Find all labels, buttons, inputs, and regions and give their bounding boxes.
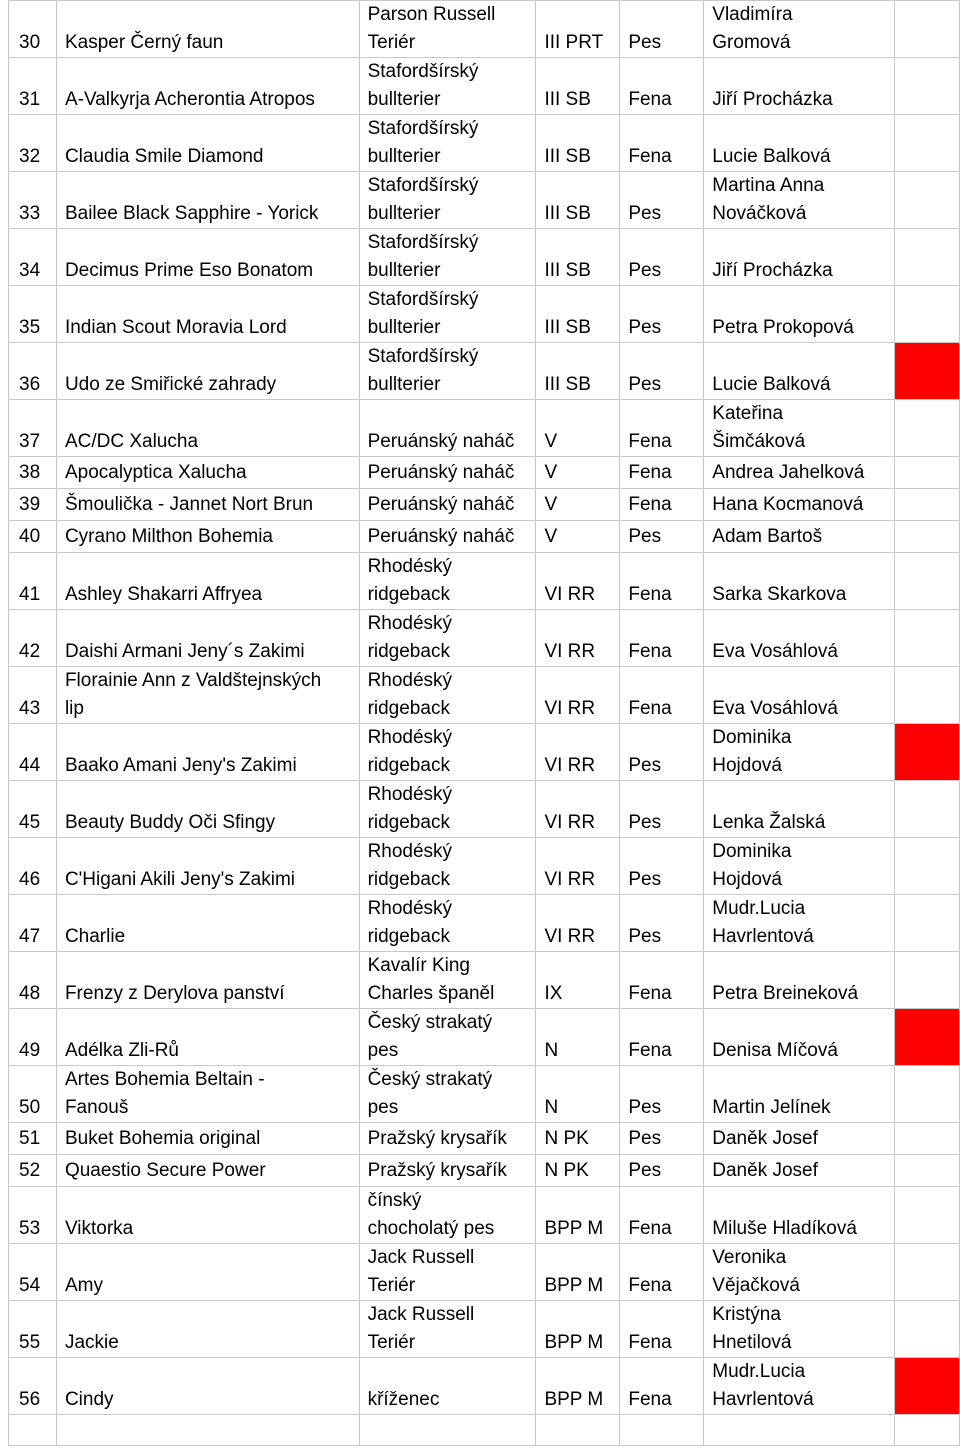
- group-cell: VI RR: [536, 667, 620, 724]
- owner-cell: Jiří Procházka: [704, 229, 895, 286]
- row-number-cell: 50: [9, 1066, 57, 1123]
- group-cell: III SB: [536, 229, 620, 286]
- owner-cell: Vladimíra Gromová: [704, 1, 895, 58]
- table-row: [9, 1066, 960, 1123]
- sex-cell: Fena: [620, 553, 704, 610]
- sex-cell: Fena: [620, 1301, 704, 1358]
- dog-name-cell: Kasper Černý faun: [56, 1, 359, 58]
- dog-name-cell: Florainie Ann z Valdštejnských lip: [56, 667, 359, 724]
- sex-cell: Fena: [620, 457, 704, 489]
- sex-cell: Pes: [620, 1066, 704, 1123]
- sex-cell: Fena: [620, 1244, 704, 1301]
- breed-cell: Jack Russell Teriér: [359, 1301, 536, 1358]
- row-number-cell: 38: [9, 457, 57, 489]
- owner-cell: Eva Vosáhlová: [704, 667, 895, 724]
- marker-cell: [895, 1244, 960, 1301]
- group-cell: V: [536, 521, 620, 553]
- breed-cell: Rhodéský ridgeback: [359, 781, 536, 838]
- owner-cell: Lucie Balková: [704, 343, 895, 400]
- marker-cell: [895, 521, 960, 553]
- group-cell: BPP M: [536, 1187, 620, 1244]
- dog-name-cell: C'Higani Akili Jeny's Zakimi: [56, 838, 359, 895]
- table-row: [9, 457, 960, 489]
- sex-cell: Pes: [620, 895, 704, 952]
- group-cell: BPP M: [536, 1358, 620, 1415]
- dog-name-cell: Decimus Prime Eso Bonatom: [56, 229, 359, 286]
- owner-cell: Lucie Balková: [704, 115, 895, 172]
- group-cell: VI RR: [536, 895, 620, 952]
- owner-cell: Sarka Skarkova: [704, 553, 895, 610]
- owner-cell: Veronika Vějačková: [704, 1244, 895, 1301]
- owner-cell: Mudr.Lucia Havrlentová: [704, 895, 895, 952]
- sex-cell: Pes: [620, 172, 704, 229]
- table-row: [9, 1415, 960, 1446]
- row-number-cell: [9, 1415, 57, 1446]
- dog-name-cell: Cindy: [56, 1358, 359, 1415]
- dog-name-cell: Daishi Armani Jeny´s Zakimi: [56, 610, 359, 667]
- breed-cell: Stafordšírský bullterier: [359, 58, 536, 115]
- red-marker: [895, 1358, 960, 1415]
- marker-cell: [895, 1415, 960, 1446]
- marker-cell: [895, 952, 960, 1009]
- sex-cell: [620, 1415, 704, 1446]
- group-cell: IX: [536, 952, 620, 1009]
- marker-cell: [895, 229, 960, 286]
- dog-name-cell: [56, 1415, 359, 1446]
- marker-cell: [895, 172, 960, 229]
- dog-name-cell: Cyrano Milthon Bohemia: [56, 521, 359, 553]
- row-number-cell: 41: [9, 553, 57, 610]
- table-row: [9, 1358, 960, 1415]
- marker-cell: [895, 1, 960, 58]
- group-cell: VI RR: [536, 838, 620, 895]
- group-cell: [536, 1415, 620, 1446]
- row-number-cell: 52: [9, 1155, 57, 1187]
- marker-cell: [895, 610, 960, 667]
- sex-cell: Pes: [620, 781, 704, 838]
- marker-cell: [895, 838, 960, 895]
- marker-cell: [895, 1187, 960, 1244]
- group-cell: VI RR: [536, 610, 620, 667]
- owner-cell: Denisa Míčová: [704, 1009, 895, 1066]
- group-cell: V: [536, 457, 620, 489]
- marker-cell: [895, 667, 960, 724]
- sex-cell: Fena: [620, 1358, 704, 1415]
- row-number-cell: 44: [9, 724, 57, 781]
- row-number-cell: 34: [9, 229, 57, 286]
- row-number-cell: 56: [9, 1358, 57, 1415]
- breed-cell: Český strakatý pes: [359, 1066, 536, 1123]
- sex-cell: Pes: [620, 838, 704, 895]
- row-number-cell: 31: [9, 58, 57, 115]
- marker-cell: [895, 58, 960, 115]
- sex-cell: Pes: [620, 343, 704, 400]
- breed-cell: kříženec: [359, 1358, 536, 1415]
- breed-cell: Peruánský naháč: [359, 457, 536, 489]
- dog-name-cell: Artes Bohemia Beltain - Fanouš: [56, 1066, 359, 1123]
- dog-name-cell: Bailee Black Sapphire - Yorick: [56, 172, 359, 229]
- table-row: [9, 1123, 960, 1155]
- group-cell: III SB: [536, 115, 620, 172]
- row-number-cell: 43: [9, 667, 57, 724]
- table-row: [9, 667, 960, 724]
- breed-cell: čínský chocholatý pes: [359, 1187, 536, 1244]
- group-cell: BPP M: [536, 1301, 620, 1358]
- table-row: [9, 400, 960, 457]
- sex-cell: Pes: [620, 1155, 704, 1187]
- row-number-cell: 36: [9, 343, 57, 400]
- owner-cell: Daněk Josef: [704, 1123, 895, 1155]
- group-cell: III SB: [536, 286, 620, 343]
- marker-cell: [895, 1066, 960, 1123]
- sex-cell: Fena: [620, 952, 704, 1009]
- marker-cell: [895, 286, 960, 343]
- owner-cell: Kristýna Hnetilová: [704, 1301, 895, 1358]
- group-cell: N: [536, 1009, 620, 1066]
- group-cell: VI RR: [536, 724, 620, 781]
- owner-cell: Andrea Jahelková: [704, 457, 895, 489]
- breed-cell: Rhodéský ridgeback: [359, 553, 536, 610]
- breed-cell: Pražský krysařík: [359, 1123, 536, 1155]
- table-row: [9, 952, 960, 1009]
- entries-table: [8, 0, 960, 1446]
- owner-cell: [704, 1415, 895, 1446]
- sex-cell: Pes: [620, 286, 704, 343]
- owner-cell: Martin Jelínek: [704, 1066, 895, 1123]
- marker-cell: [895, 115, 960, 172]
- marker-cell: [895, 781, 960, 838]
- row-number-cell: 39: [9, 489, 57, 521]
- sex-cell: Fena: [620, 667, 704, 724]
- table-row: [9, 521, 960, 553]
- table-row: [9, 781, 960, 838]
- table-row: [9, 1155, 960, 1187]
- row-number-cell: 54: [9, 1244, 57, 1301]
- dog-name-cell: Beauty Buddy Oči Sfingy: [56, 781, 359, 838]
- owner-cell: Petra Prokopová: [704, 286, 895, 343]
- table-row: [9, 58, 960, 115]
- owner-cell: Mudr.Lucia Havrlentová: [704, 1358, 895, 1415]
- sex-cell: Fena: [620, 489, 704, 521]
- row-number-cell: 53: [9, 1187, 57, 1244]
- table-row: [9, 1301, 960, 1358]
- entries-table-body: [9, 1, 960, 1446]
- dog-name-cell: Buket Bohemia original: [56, 1123, 359, 1155]
- marker-cell: [895, 553, 960, 610]
- row-number-cell: 47: [9, 895, 57, 952]
- owner-cell: Jiří Procházka: [704, 58, 895, 115]
- dog-name-cell: Frenzy z Derylova panství: [56, 952, 359, 1009]
- sex-cell: Pes: [620, 229, 704, 286]
- row-number-cell: 55: [9, 1301, 57, 1358]
- table-row: [9, 1, 960, 58]
- sex-cell: Pes: [620, 521, 704, 553]
- breed-cell: Parson Russell Teriér: [359, 1, 536, 58]
- group-cell: V: [536, 489, 620, 521]
- table-row: [9, 553, 960, 610]
- breed-cell: Rhodéský ridgeback: [359, 838, 536, 895]
- table-row: [9, 724, 960, 781]
- breed-cell: Stafordšírský bullterier: [359, 343, 536, 400]
- marker-cell: [895, 1301, 960, 1358]
- row-number-cell: 48: [9, 952, 57, 1009]
- group-cell: V: [536, 400, 620, 457]
- dog-name-cell: Šmoulička - Jannet Nort Brun: [56, 489, 359, 521]
- sex-cell: Pes: [620, 724, 704, 781]
- breed-cell: Kavalír King Charles španěl: [359, 952, 536, 1009]
- dog-name-cell: Claudia Smile Diamond: [56, 115, 359, 172]
- table-row: [9, 172, 960, 229]
- sex-cell: Fena: [620, 115, 704, 172]
- breed-cell: Peruánský naháč: [359, 489, 536, 521]
- breed-cell: Jack Russell Teriér: [359, 1244, 536, 1301]
- sex-cell: Pes: [620, 1123, 704, 1155]
- dog-name-cell: Jackie: [56, 1301, 359, 1358]
- group-cell: BPP M: [536, 1244, 620, 1301]
- row-number-cell: 46: [9, 838, 57, 895]
- breed-cell: Rhodéský ridgeback: [359, 724, 536, 781]
- owner-cell: Petra Breineková: [704, 952, 895, 1009]
- table-row: [9, 115, 960, 172]
- breed-cell: Rhodéský ridgeback: [359, 667, 536, 724]
- dog-name-cell: AC/DC Xalucha: [56, 400, 359, 457]
- row-number-cell: 37: [9, 400, 57, 457]
- owner-cell: Kateřina Šimčáková: [704, 400, 895, 457]
- row-number-cell: 35: [9, 286, 57, 343]
- sex-cell: Fena: [620, 1187, 704, 1244]
- red-marker: [895, 724, 960, 781]
- table-row: [9, 229, 960, 286]
- sex-cell: Fena: [620, 1009, 704, 1066]
- breed-cell: Stafordšírský bullterier: [359, 286, 536, 343]
- sex-cell: Fena: [620, 610, 704, 667]
- owner-cell: Dominika Hojdová: [704, 838, 895, 895]
- owner-cell: Miluše Hladíková: [704, 1187, 895, 1244]
- row-number-cell: 45: [9, 781, 57, 838]
- owner-cell: Daněk Josef: [704, 1155, 895, 1187]
- breed-cell: Rhodéský ridgeback: [359, 610, 536, 667]
- table-row: [9, 343, 960, 400]
- row-number-cell: 40: [9, 521, 57, 553]
- red-marker: [895, 1009, 960, 1066]
- breed-cell: Peruánský naháč: [359, 400, 536, 457]
- marker-cell: [895, 1155, 960, 1187]
- owner-cell: Lenka Žalská: [704, 781, 895, 838]
- owner-cell: Hana Kocmanová: [704, 489, 895, 521]
- dog-name-cell: Indian Scout Moravia Lord: [56, 286, 359, 343]
- marker-cell: [895, 895, 960, 952]
- marker-cell: [895, 400, 960, 457]
- breed-cell: Stafordšírský bullterier: [359, 172, 536, 229]
- table-row: [9, 610, 960, 667]
- red-marker: [895, 343, 960, 400]
- sex-cell: Fena: [620, 400, 704, 457]
- group-cell: III PRT: [536, 1, 620, 58]
- dog-name-cell: Udo ze Smiřické zahrady: [56, 343, 359, 400]
- dog-name-cell: Quaestio Secure Power: [56, 1155, 359, 1187]
- table-row: [9, 1187, 960, 1244]
- owner-cell: Adam Bartoš: [704, 521, 895, 553]
- group-cell: N PK: [536, 1155, 620, 1187]
- dog-name-cell: Baako Amani Jeny's Zakimi: [56, 724, 359, 781]
- sex-cell: Fena: [620, 58, 704, 115]
- table-row: [9, 1009, 960, 1066]
- table-row: [9, 1244, 960, 1301]
- owner-cell: Eva Vosáhlová: [704, 610, 895, 667]
- dog-name-cell: Amy: [56, 1244, 359, 1301]
- table-row: [9, 895, 960, 952]
- group-cell: III SB: [536, 343, 620, 400]
- dog-name-cell: A-Valkyrja Acherontia Atropos: [56, 58, 359, 115]
- breed-cell: Rhodéský ridgeback: [359, 895, 536, 952]
- breed-cell: Český strakatý pes: [359, 1009, 536, 1066]
- table-row: [9, 838, 960, 895]
- breed-cell: Stafordšírský bullterier: [359, 229, 536, 286]
- breed-cell: Pražský krysařík: [359, 1155, 536, 1187]
- owner-cell: Dominika Hojdová: [704, 724, 895, 781]
- marker-cell: [895, 1123, 960, 1155]
- sex-cell: Pes: [620, 1, 704, 58]
- marker-cell: [895, 457, 960, 489]
- group-cell: III SB: [536, 172, 620, 229]
- breed-cell: Stafordšírský bullterier: [359, 115, 536, 172]
- dog-name-cell: Adélka Zli-Rů: [56, 1009, 359, 1066]
- row-number-cell: 51: [9, 1123, 57, 1155]
- marker-cell: [895, 489, 960, 521]
- group-cell: III SB: [536, 58, 620, 115]
- breed-cell: Peruánský naháč: [359, 521, 536, 553]
- table-row: [9, 489, 960, 521]
- dog-name-cell: Ashley Shakarri Affryea: [56, 553, 359, 610]
- dog-name-cell: Viktorka: [56, 1187, 359, 1244]
- dog-name-cell: Apocalyptica Xalucha: [56, 457, 359, 489]
- row-number-cell: 33: [9, 172, 57, 229]
- group-cell: VI RR: [536, 781, 620, 838]
- group-cell: N PK: [536, 1123, 620, 1155]
- dog-name-cell: Charlie: [56, 895, 359, 952]
- row-number-cell: 42: [9, 610, 57, 667]
- row-number-cell: 49: [9, 1009, 57, 1066]
- breed-cell: [359, 1415, 536, 1446]
- group-cell: VI RR: [536, 553, 620, 610]
- table-row: [9, 286, 960, 343]
- row-number-cell: 30: [9, 1, 57, 58]
- row-number-cell: 32: [9, 115, 57, 172]
- owner-cell: Martina Anna Nováčková: [704, 172, 895, 229]
- group-cell: N: [536, 1066, 620, 1123]
